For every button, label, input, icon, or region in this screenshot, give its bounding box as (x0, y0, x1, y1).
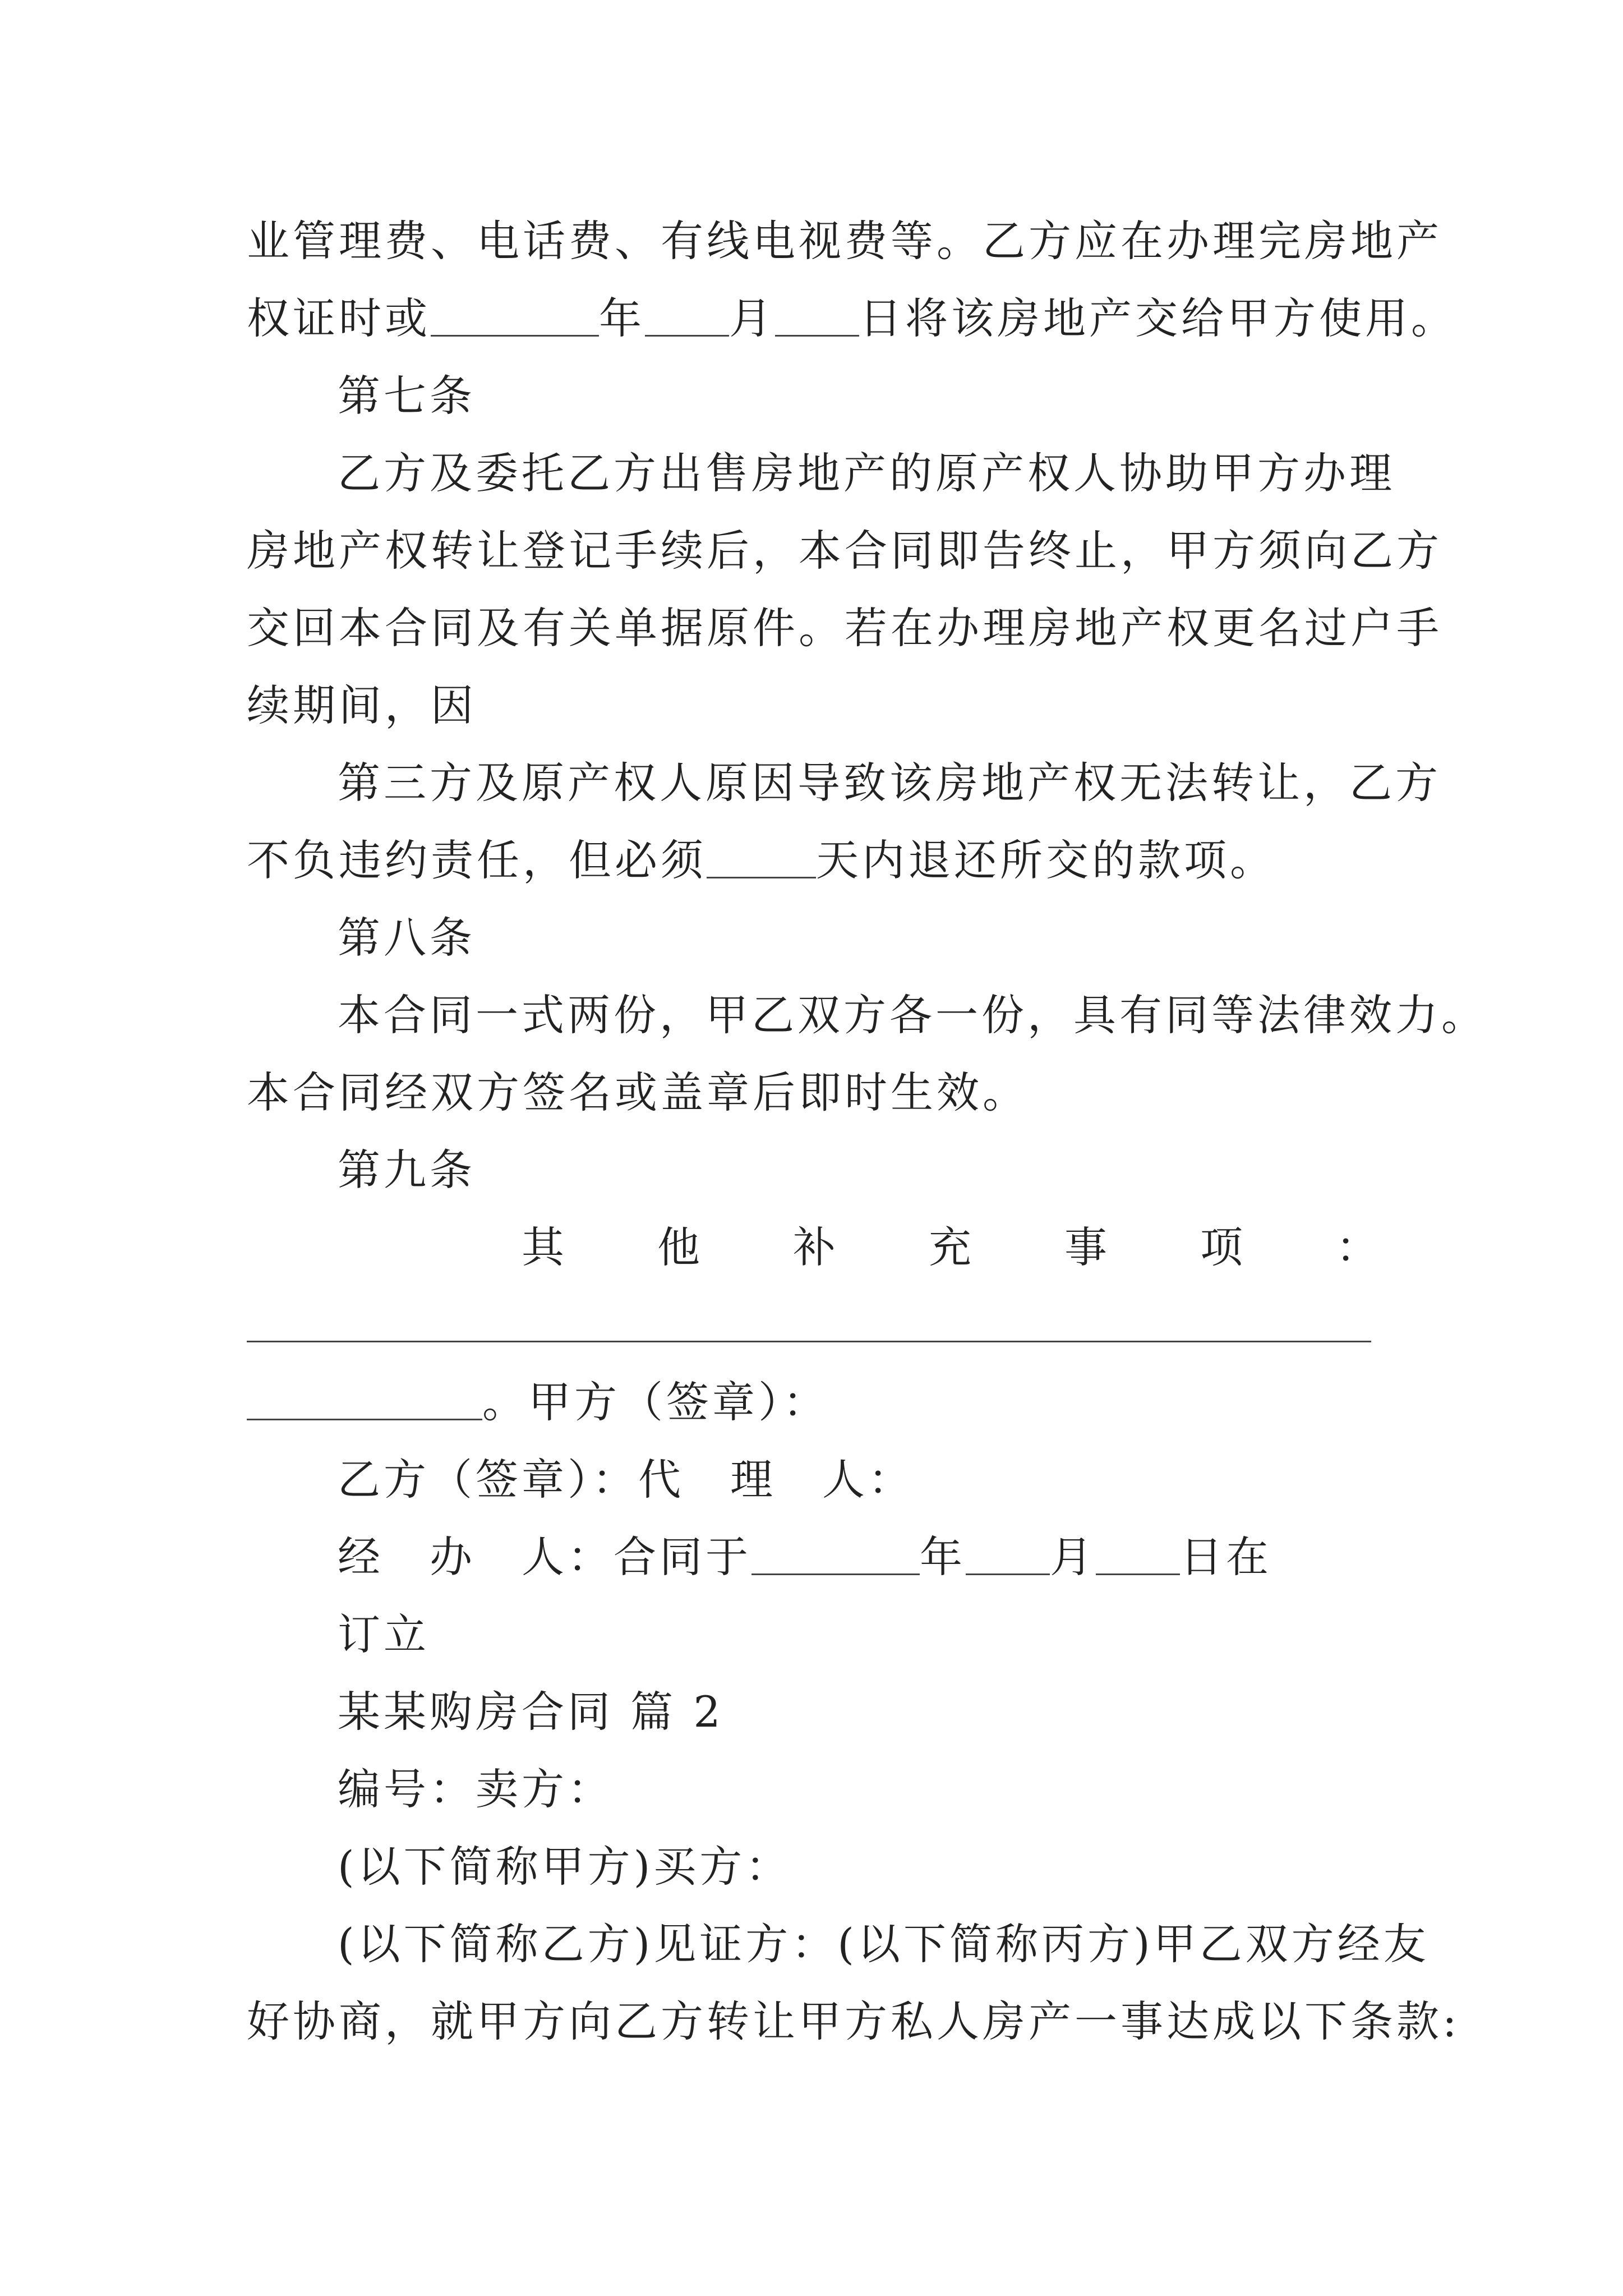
signature-line (247, 1374, 829, 1430)
paragraph-line (247, 291, 1457, 347)
supplement-heading (522, 1220, 1378, 1276)
fill-blank-month (645, 335, 729, 337)
paragraph-line: 本合同经双方签名或盖章后即时生效。 (247, 1068, 1029, 1117)
supplement-char: 补 (793, 1222, 836, 1272)
article-heading: 第九条 (338, 1145, 476, 1195)
supplement-char: 其 (522, 1222, 564, 1272)
paragraph-line: 续期间，因 (247, 680, 477, 730)
text-fragment: 日将该房地产交给甲方使用。 (859, 293, 1457, 343)
text-fragment: 日在 (1180, 1532, 1272, 1582)
paragraph-line: 房地产权转让登记手续后，本合同即告终止，甲方须向乙方 (247, 526, 1442, 576)
fill-blank-supplement (247, 1419, 482, 1420)
text-fragment: 经 办 人：合同于 (338, 1532, 751, 1582)
text-fragment: 月 (729, 293, 775, 343)
text-fragment: 年 (920, 1532, 966, 1582)
paragraph-line: (以下简称乙方)见证方：(以下简称丙方)甲乙双方经友 (338, 1919, 1430, 1969)
fill-blank-day (1096, 1573, 1180, 1575)
signature-line: 乙方（签章）：代 理 人： (338, 1455, 914, 1504)
paragraph-line: 本合同一式两份，甲乙双方各一份，具有同等法律效力。 (338, 990, 1487, 1040)
supplement-char: 充 (929, 1222, 971, 1272)
article-heading: 第七条 (338, 371, 476, 421)
text-fragment: 月 (1050, 1532, 1096, 1582)
paragraph-line: 交回本合同及有关单据原件。若在办理房地产权更名过户手 (247, 603, 1442, 653)
fill-blank-day (775, 335, 859, 337)
paragraph-line: 编号：卖方： (338, 1764, 614, 1814)
text-fragment: 天内退还所交的款项。 (816, 835, 1276, 885)
paragraph-line: 业管理费、电话费、有线电视费等。乙方应在办理完房地产 (247, 216, 1442, 266)
fill-blank-year (431, 335, 599, 337)
article-heading: 第八条 (338, 913, 476, 963)
supplement-char: 他 (657, 1222, 700, 1272)
contract-title: 某某购房合同 篇 2 (338, 1687, 724, 1737)
text-fragment: 不负违约责任，但必须 (247, 835, 707, 885)
text-fragment: 。甲方（签章）： (482, 1377, 829, 1427)
paragraph-line (247, 832, 1276, 889)
supplement-char: 项 (1200, 1222, 1243, 1272)
text-fragment: 权证时或 (247, 293, 431, 343)
paragraph-line: (以下简称甲方)买方： (338, 1842, 792, 1892)
fill-blank-days (707, 877, 816, 878)
supplement-fill-line (247, 1341, 1371, 1342)
supplement-char: ： (1336, 1222, 1378, 1272)
fill-blank-month (966, 1573, 1050, 1575)
supplement-char: 事 (1064, 1222, 1107, 1272)
paragraph-line: 乙方及委托乙方出售房地产的原产权人协助甲方办理 (338, 448, 1395, 498)
fill-blank-year (751, 1573, 920, 1575)
signature-line (338, 1529, 1272, 1585)
paragraph-line: 好协商，就甲方向乙方转让甲方私人房产一事达成以下条款: (247, 1996, 1460, 2046)
paragraph-line: 订立 (338, 1609, 430, 1659)
paragraph-line: 第三方及原产权人原因导致该房地产权无法转让，乙方 (338, 758, 1441, 808)
text-fragment: 年 (599, 293, 645, 343)
